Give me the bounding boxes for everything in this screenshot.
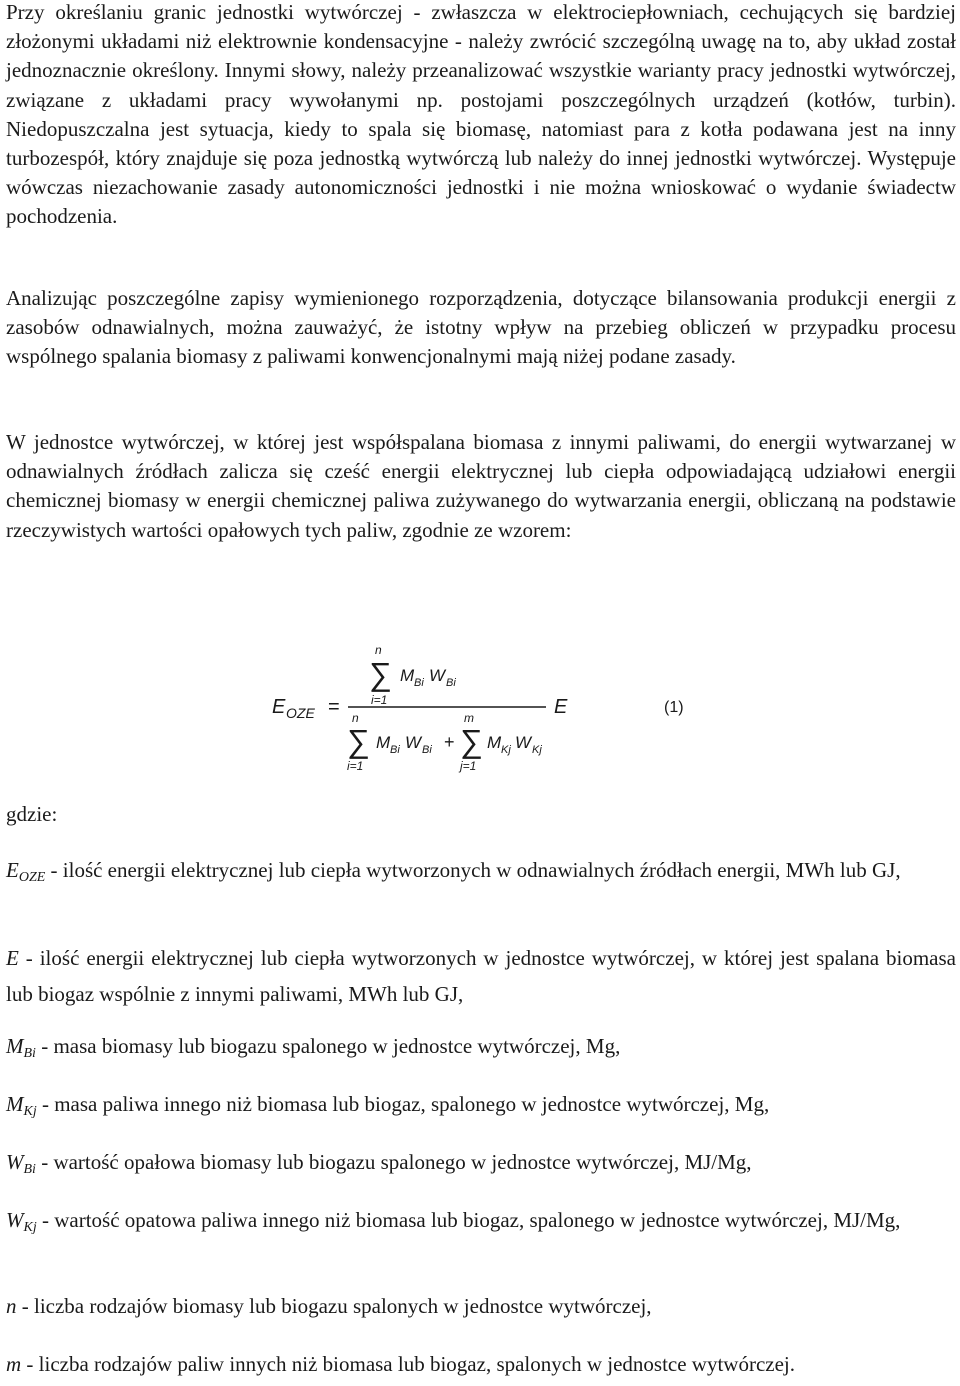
numerator-W-sub: Bi xyxy=(446,677,456,689)
paragraph-cofiring-rule: W jednostce wytwórczej, w której jest współspalana biomasa z innymi paliwami, do energii wytwarzanej w odnawialnych źródłach zalicza się cześć energii elektrycznej lub ciepła odpowiadającą udziałowi energii chemicznej biomasy w energii chemicznej paliwa zużywanego do wytwarzania energii, obliczaną na podstawie rzeczywistych wartości opałowych tych paliw, zgodnie ze wzorem: xyxy=(6,430,956,542)
definition-text: - ilość energii elektrycznej lub ciepła wytworzonych w odnawialnych źródłach energii, MWh lub GJ, xyxy=(45,858,901,882)
denominator-sum-lower-j: j=1 xyxy=(460,759,477,773)
formula-number: (1) xyxy=(664,699,684,716)
definition-text: - masa paliwa innego niż biomasa lub biogaz, spalonego w jednostce wytwórczej, Mg, xyxy=(36,1092,770,1116)
definition-text: - masa biomasy lub biogazu spalonego w jednostce wytwórczej, Mg, xyxy=(35,1034,621,1058)
denominator-M1: M xyxy=(376,733,391,752)
formula-eoze xyxy=(6,630,956,790)
paragraph-regulation-analysis: Analizując poszczególne zapisy wymienionego rozporządzenia, dotyczące bilansowania produkcji energii z zasobów odnawialnych, można zauważyć, że istotny wpływ na przebieg obliczeń w przypadku procesu wspólnego spalania biomasy z paliwami konwencjonalnymi mają niżej podane zasady. xyxy=(6,286,956,369)
definition-m-bi xyxy=(6,1032,956,1068)
definition-text: - liczba rodzajów biomasy lub biogazu spalonych w jednostce wytwórczej, xyxy=(16,1294,652,1318)
definition-text: - wartość opałowa biomasy lub biogazu spalonego w jednostce wytwórczej, MJ/Mg, xyxy=(35,1150,752,1174)
symbol: M xyxy=(6,1092,24,1116)
definition-e xyxy=(6,944,956,1009)
definition-n xyxy=(6,1292,956,1328)
symbol: E xyxy=(6,858,19,882)
symbol-subscript: Bi xyxy=(23,1162,36,1177)
symbol: E xyxy=(6,946,19,970)
definition-w-bi xyxy=(6,1148,956,1184)
symbol: W xyxy=(6,1208,24,1232)
denominator-M1-sub: Bi xyxy=(390,744,400,756)
denominator-sigma-1: ∑ xyxy=(347,723,370,759)
symbol: m xyxy=(6,1352,22,1376)
symbol-subscript: Kj xyxy=(23,1220,37,1235)
definition-m xyxy=(6,1350,956,1386)
definition-m-kj xyxy=(6,1090,956,1126)
symbol: M xyxy=(6,1034,24,1058)
definition-text: - wartość opatowa paliwa innego niż biomasa lub biogaz, spalonego w jednostce wytwórczej, MJ/Mg, xyxy=(36,1208,901,1232)
definition-text: - liczba rodzajów paliw innych niż biomasa lub biogaz, spalonych w jednostce wytwórczej. xyxy=(21,1352,796,1376)
definition-e-oze xyxy=(6,856,956,892)
numerator-sum-upper: n xyxy=(375,643,382,657)
denominator-sum-lower-i: i=1 xyxy=(347,759,364,773)
numerator-sum-lower: i=1 xyxy=(371,693,388,707)
where-label: gdzie: xyxy=(6,802,58,826)
symbol: n xyxy=(6,1294,17,1318)
numerator-sigma: ∑ xyxy=(369,656,392,692)
symbol-subscript: OZE xyxy=(18,870,46,885)
denominator-W1: W xyxy=(405,733,422,752)
denominator-sum-upper-m: m xyxy=(464,711,474,725)
symbol-subscript: Bi xyxy=(23,1046,36,1061)
denominator-sum-upper-n: n xyxy=(352,711,359,725)
definition-w-kj xyxy=(6,1206,956,1242)
symbol-subscript: Kj xyxy=(23,1104,37,1119)
numerator-W: W xyxy=(429,666,446,685)
numerator-M: M xyxy=(400,666,415,685)
denominator-sigma-2: ∑ xyxy=(460,723,483,759)
paragraph-unit-boundaries: Przy określaniu granic jednostki wytwórczej - zwłaszcza w elektrociepłowniach, cechujących się bardziej złożonymi układami niż elektrownie kondensacyjne - należy zwrócić szczególną uwagę na to, aby układ został jednoznacznie określony. Innymi słowy, należy przeanalizować wszystkie warianty pracy jednostki wytwórczej, związane z układami pracy wywołanymi np. postojami poszczególnych urządzeń (kotłów, turbin). Niedopuszczalna jest sytuacja, kiedy to spala się biomasę, natomiast para z kotła podawana jest na inny turbozespół, który znajduje się poza jednostką wytwórczą lub należy do innej jednostki wytwórczej. Występuje wówczas niezachowanie zasady autonomiczności jednostki i nie można wnioskować o wydanie świadectw pochodzenia. xyxy=(6,0,956,229)
symbol: W xyxy=(6,1150,24,1174)
denominator-plus: + xyxy=(444,732,455,752)
formula-minus-E: E xyxy=(554,696,568,718)
denominator-W2-sub: Kj xyxy=(532,744,542,756)
formula-lhs-sub: OZE xyxy=(286,705,315,721)
denominator-W1-sub: Bi xyxy=(422,744,432,756)
definition-text: - ilość energii elektrycznej lub ciepła wytworzonych w jednostce wytwórczej, w której jest spalana biomasa lub biogaz wspólnie z innymi paliwami, MWh lub GJ, xyxy=(6,946,956,1007)
denominator-M2: M xyxy=(487,733,502,752)
numerator-M-sub: Bi xyxy=(414,677,424,689)
formula-lhs: E xyxy=(272,696,286,718)
denominator-M2-sub: Kj xyxy=(501,744,511,756)
denominator-W2: W xyxy=(515,733,532,752)
formula-equals: = xyxy=(328,696,340,718)
